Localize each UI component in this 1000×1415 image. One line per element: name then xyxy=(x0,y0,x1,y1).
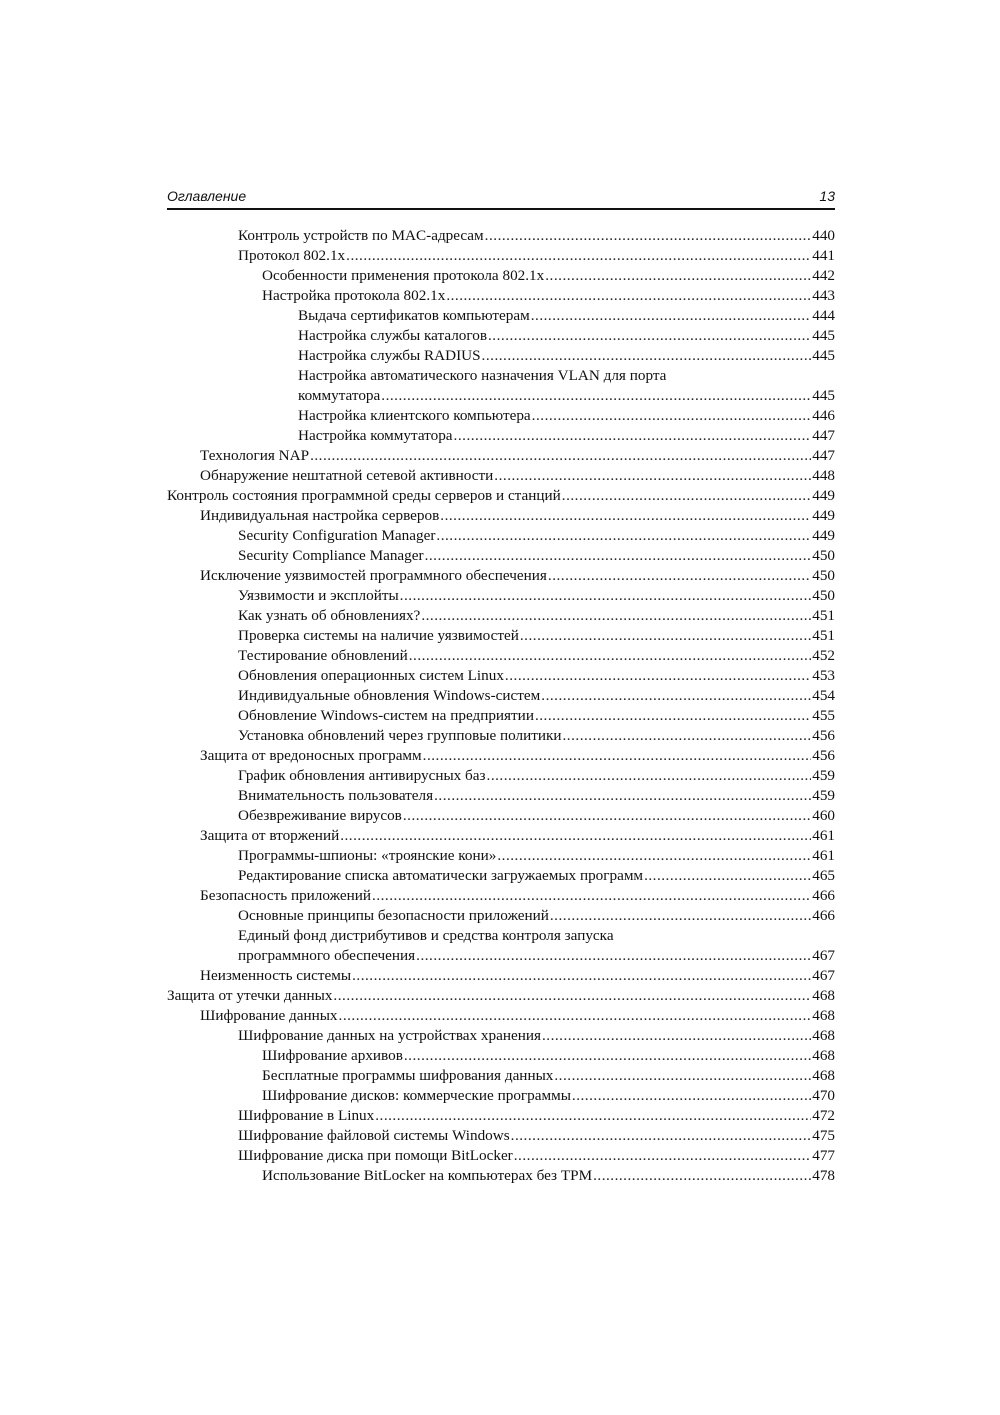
toc-entry-title: Протокол 802.1x xyxy=(238,247,346,264)
dot-leader xyxy=(572,1086,811,1106)
toc-entry-title: Тестирование обновлений xyxy=(238,647,408,664)
toc-entry-title: Обнаружение нештатной сетевой активности xyxy=(200,467,494,484)
toc-entry xyxy=(167,826,835,846)
dot-leader xyxy=(554,1066,811,1086)
toc-entry xyxy=(167,806,835,826)
dot-leader xyxy=(550,906,811,926)
toc-entry-page: 443 xyxy=(812,287,835,304)
toc-entry-title: Защита от вторжений xyxy=(200,827,340,844)
toc-entry-title: Настройка клиентского компьютера xyxy=(298,407,531,424)
toc-entry-title: Настройка службы каталогов xyxy=(298,327,487,344)
toc-entry-page: 478 xyxy=(812,1167,835,1184)
dot-leader xyxy=(563,726,812,746)
toc-entry-page: 447 xyxy=(812,427,835,444)
toc-entry-page: 446 xyxy=(812,407,835,424)
toc-entry-page: 465 xyxy=(812,867,835,884)
dot-leader xyxy=(434,786,811,806)
toc-entry xyxy=(167,526,835,546)
toc-entry xyxy=(167,626,835,646)
dot-leader xyxy=(340,826,811,846)
dot-leader xyxy=(372,886,811,906)
dot-leader xyxy=(404,1046,811,1066)
toc-entry xyxy=(167,586,835,606)
toc-entry-page: 442 xyxy=(812,267,835,284)
dot-leader xyxy=(531,306,812,326)
toc-entry xyxy=(167,1146,835,1166)
dot-leader xyxy=(409,646,811,666)
dot-leader xyxy=(535,706,811,726)
toc-entry xyxy=(167,446,835,466)
dot-leader xyxy=(423,746,812,766)
dot-leader xyxy=(593,1166,811,1186)
page-number: 13 xyxy=(819,188,835,204)
toc-entry-page: 470 xyxy=(812,1087,835,1104)
toc-entry-title: Неизменность системы xyxy=(200,967,352,984)
toc-entry xyxy=(167,986,835,1006)
toc-entry-page: 454 xyxy=(812,687,835,704)
toc-entry xyxy=(167,686,835,706)
toc-entry-title: Шифрование данных xyxy=(200,1007,338,1024)
dot-leader xyxy=(400,586,812,606)
toc-entry xyxy=(167,1166,835,1186)
toc-entry xyxy=(167,846,835,866)
dot-leader xyxy=(381,386,811,406)
toc-entry-page: 461 xyxy=(812,827,835,844)
toc-entry-title: Индивидуальная настройка серверов xyxy=(200,507,440,524)
toc-entry-title: Защита от вредоносных программ xyxy=(200,747,422,764)
toc-entry-title: Security Compliance Manager xyxy=(238,547,424,564)
toc-entry xyxy=(167,666,835,686)
dot-leader xyxy=(494,466,811,486)
toc-entry-title: Редактирование списка автоматически загружаемых программ xyxy=(238,867,644,884)
toc-entry xyxy=(167,866,835,886)
toc-entry xyxy=(167,306,835,326)
toc-entry-title: коммутатора xyxy=(298,387,381,404)
toc-entry xyxy=(167,1086,835,1106)
toc-entry-page: 445 xyxy=(812,327,835,344)
toc-entry-title: Обновление Windows-систем на предприятии xyxy=(238,707,534,724)
dot-leader xyxy=(482,346,812,366)
toc-entry-page: 450 xyxy=(812,547,835,564)
toc-entry-page: 475 xyxy=(812,1127,835,1144)
dot-leader xyxy=(541,686,811,706)
toc-entry-title: Настройка протокола 802.1x xyxy=(262,287,446,304)
dot-leader xyxy=(545,266,811,286)
toc-entry-page: 468 xyxy=(812,987,835,1004)
toc-entry-page: 451 xyxy=(812,607,835,624)
toc-entry xyxy=(167,406,835,426)
dot-leader xyxy=(532,406,812,426)
toc-entry-title: Особенности применения протокола 802.1x xyxy=(262,267,545,284)
toc-entry xyxy=(167,346,835,366)
toc-entry-title: Шифрование в Linux xyxy=(238,1107,375,1124)
dot-leader xyxy=(505,666,811,686)
toc-entry-title: График обновления антивирусных баз xyxy=(238,767,486,784)
dot-leader xyxy=(339,1006,812,1026)
toc-entry-title: Внимательность пользователя xyxy=(238,787,434,804)
toc-entry xyxy=(167,766,835,786)
toc-entry-page: 460 xyxy=(812,807,835,824)
toc-entry-page: 453 xyxy=(812,667,835,684)
toc-entry xyxy=(167,1026,835,1046)
toc-entry xyxy=(167,506,835,526)
dot-leader xyxy=(487,766,812,786)
toc-entry xyxy=(167,1126,835,1146)
toc-entry xyxy=(167,286,835,306)
toc-entry-page: 477 xyxy=(812,1147,835,1164)
toc-entry-page: 449 xyxy=(812,507,835,524)
page-header xyxy=(167,186,835,210)
dot-leader xyxy=(514,1146,811,1166)
toc-entry xyxy=(167,1066,835,1086)
toc-entry-page: 452 xyxy=(812,647,835,664)
toc-entry-title: Защита от утечки данных xyxy=(167,987,333,1004)
toc-entry-page: 466 xyxy=(812,907,835,924)
toc-entry xyxy=(167,486,835,506)
toc-entry-title: Настройка службы RADIUS xyxy=(298,347,481,364)
toc-entry-page: 450 xyxy=(812,567,835,584)
toc-entry xyxy=(167,606,835,626)
toc-entry xyxy=(167,906,835,926)
toc-entry-page: 448 xyxy=(812,467,835,484)
toc-entry xyxy=(167,366,835,386)
toc-entry-page: 447 xyxy=(812,447,835,464)
toc-entry-page: 444 xyxy=(812,307,835,324)
toc-entry-page: 450 xyxy=(812,587,835,604)
dot-leader xyxy=(548,566,811,586)
toc-entry-page: 466 xyxy=(812,887,835,904)
toc-entry xyxy=(167,546,835,566)
dot-leader xyxy=(562,486,811,506)
dot-leader xyxy=(485,226,812,246)
toc-entry-title: Бесплатные программы шифрования данных xyxy=(262,1067,554,1084)
toc-entry-page: 455 xyxy=(812,707,835,724)
toc-entry xyxy=(167,1046,835,1066)
toc-entry-page: 472 xyxy=(812,1107,835,1124)
toc-entry xyxy=(167,706,835,726)
dot-leader xyxy=(333,986,811,1006)
dot-leader xyxy=(310,446,811,466)
toc-entry xyxy=(167,946,835,966)
toc-entry-page: 456 xyxy=(812,747,835,764)
toc-entry-page: 468 xyxy=(812,1067,835,1084)
toc-entry-page: 459 xyxy=(812,787,835,804)
toc-entry-title: Настройка коммутатора xyxy=(298,427,453,444)
toc-entry-title: Выдача сертификатов компьютерам xyxy=(298,307,530,324)
toc-entry-page: 456 xyxy=(812,727,835,744)
dot-leader xyxy=(520,626,811,646)
toc-entry-title: Индивидуальные обновления Windows-систем xyxy=(238,687,541,704)
dot-leader xyxy=(375,1106,811,1126)
toc-entry-title: Как узнать об обновлениях? xyxy=(238,607,421,624)
toc-entry-page: 461 xyxy=(812,847,835,864)
toc-entry-title: Уязвимости и эксплойты xyxy=(238,587,399,604)
toc-entry-title: Установка обновлений через групповые политики xyxy=(238,727,562,744)
toc-entry-page: 468 xyxy=(812,1007,835,1024)
toc-entry-page: 449 xyxy=(812,487,835,504)
toc-entry-title: Основные принципы безопасности приложений xyxy=(238,907,549,924)
toc-entry xyxy=(167,386,835,406)
toc-entry-page: 445 xyxy=(812,347,835,364)
toc-entry xyxy=(167,226,835,246)
toc-entry xyxy=(167,246,835,266)
toc-entry-page: 451 xyxy=(812,627,835,644)
toc-entry xyxy=(167,726,835,746)
dot-leader xyxy=(454,426,812,446)
toc-entry-title: Использование BitLocker на компьютерах без TPM xyxy=(262,1167,593,1184)
dot-leader xyxy=(436,526,811,546)
toc-entry xyxy=(167,566,835,586)
toc-entry xyxy=(167,926,835,946)
toc-entry-title: Программы-шпионы: «троянские кони» xyxy=(238,847,497,864)
toc-entry xyxy=(167,1106,835,1126)
toc-entry-page: 468 xyxy=(812,1027,835,1044)
toc-entry-title: Исключение уязвимостей программного обеспечения xyxy=(200,567,547,584)
toc-entry-title: Шифрование дисков: коммерческие программы xyxy=(262,1087,571,1104)
toc-entry-page: 467 xyxy=(812,967,835,984)
toc-entry-page: 459 xyxy=(812,767,835,784)
dot-leader xyxy=(346,246,811,266)
toc-entry-page: 467 xyxy=(812,947,835,964)
toc-entry xyxy=(167,326,835,346)
toc-entry xyxy=(167,466,835,486)
running-header-title: Оглавление xyxy=(167,188,247,204)
toc-entry-title: Проверка системы на наличие уязвимостей xyxy=(238,627,519,644)
toc-entry-title: Шифрование файловой системы Windows xyxy=(238,1127,510,1144)
dot-leader xyxy=(440,506,811,526)
toc-entry xyxy=(167,786,835,806)
toc-entry-title: Обновления операционных систем Linux xyxy=(238,667,504,684)
table-of-contents xyxy=(167,226,835,1186)
toc-entry xyxy=(167,746,835,766)
toc-entry-title: Security Configuration Manager xyxy=(238,527,436,544)
toc-entry-page: 449 xyxy=(812,527,835,544)
dot-leader xyxy=(542,1026,811,1046)
dot-leader xyxy=(403,806,811,826)
toc-entry-title: Безопасность приложений xyxy=(200,887,372,904)
toc-entry-page: 441 xyxy=(812,247,835,264)
toc-entry xyxy=(167,886,835,906)
dot-leader xyxy=(416,946,811,966)
toc-entry-title: программного обеспечения xyxy=(238,947,416,964)
dot-leader xyxy=(446,286,811,306)
dot-leader xyxy=(425,546,812,566)
toc-entry-title: Контроль устройств по MAC-адресам xyxy=(238,227,484,244)
toc-entry-title: Настройка автоматического назначения VLAN для порта xyxy=(298,367,667,384)
toc-entry-title: Шифрование данных на устройствах хранения xyxy=(238,1027,541,1044)
toc-entry-title: Технология NAP xyxy=(200,447,310,464)
toc-entry-title: Контроль состояния программной среды серверов и станций xyxy=(167,487,561,504)
toc-entry-title: Шифрование архивов xyxy=(262,1047,403,1064)
toc-entry-title: Шифрование диска при помощи BitLocker xyxy=(238,1147,513,1164)
dot-leader xyxy=(511,1126,812,1146)
dot-leader xyxy=(488,326,811,346)
dot-leader xyxy=(421,606,811,626)
toc-entry-page: 445 xyxy=(812,387,835,404)
toc-entry xyxy=(167,966,835,986)
toc-entry-page: 440 xyxy=(812,227,835,244)
toc-entry xyxy=(167,646,835,666)
toc-entry xyxy=(167,1006,835,1026)
toc-entry-title: Обезвреживание вирусов xyxy=(238,807,402,824)
toc-entry xyxy=(167,426,835,446)
toc-entry-page: 468 xyxy=(812,1047,835,1064)
dot-leader xyxy=(644,866,811,886)
toc-entry-title: Единый фонд дистрибутивов и средства контроля запуска xyxy=(238,927,614,944)
toc-entry xyxy=(167,266,835,286)
dot-leader xyxy=(497,846,811,866)
dot-leader xyxy=(352,966,811,986)
